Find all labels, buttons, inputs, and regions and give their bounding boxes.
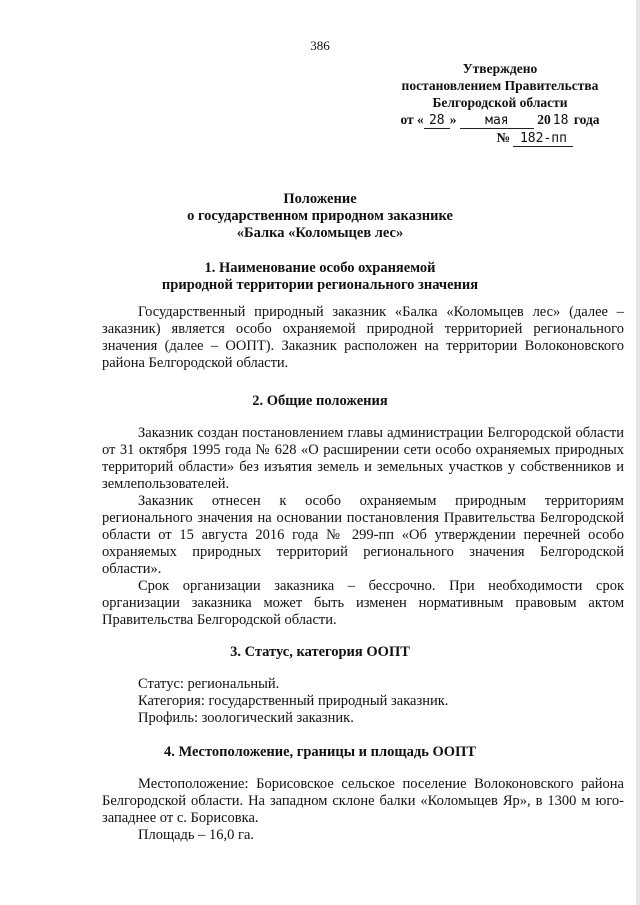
section-2-paragraph-2: Заказник отнесен к особо охраняемым природным территориям регионального значения на основании постановления Правительства Белгородской области от 15 августа 2016 года № 299-пп «Об утверждении перечней особо охраняемых природных территорий регионального значения Белгородской области».: [102, 493, 624, 577]
section-2-paragraph-1: Заказник создан постановлением главы администрации Белгородской области от 31 октября 1995 года № 628 «О расширении сети особо охраняемых природных территорий области» без изъятия земель и земельных участков у собственников и землепользователей.: [102, 425, 624, 492]
section-1-paragraph: Государственный природный заказник «Балка «Коломыцев лес» (далее – заказник) является особо охраняемой природной территорией регионального значения (далее – ООПТ). Заказник расположен на территории Волоконовского района Белгородской области.: [102, 304, 624, 371]
section-1-heading: [0, 260, 640, 294]
approval-year-suffix: 18: [552, 113, 569, 128]
approval-year-prefix: 20: [537, 112, 551, 127]
approval-quote-close: »: [449, 112, 457, 127]
section-3-profile: Профиль: зоологический заказник.: [138, 710, 354, 726]
section-3-heading: 3. Статус, категория ООПТ: [230, 644, 410, 660]
approval-line-resolution: постановлением Правительства: [401, 78, 599, 93]
approval-number-label: №: [496, 130, 511, 145]
approval-line-region: Белгородской области: [432, 95, 568, 110]
page-number: 386: [310, 38, 330, 53]
approval-day: 28: [424, 114, 450, 129]
title-line-1: Положение: [283, 191, 357, 207]
scan-edge: [636, 0, 640, 905]
title-line-2: о государственном природном заказнике: [187, 208, 453, 224]
section-1-heading-line-2: природной территории регионального значения: [161, 277, 479, 293]
section-3-category: Категория: государственный природный заказник.: [138, 693, 449, 709]
section-2-heading: 2. Общие положения: [252, 393, 388, 409]
section-4-area: Площадь – 16,0 га.: [138, 827, 255, 843]
section-2-paragraph-3: Срок организации заказника – бессрочно. При необходимости срок организации заказника может быть изменен нормативным правовым актом Правительства Белгородской области.: [102, 578, 624, 628]
approval-number-line: [380, 129, 620, 147]
section-4-paragraph: Местоположение: Борисовское сельское поселение Волоконовского района Белгородской области. На западном склоне балки «Коломыцев Яр», в 1300 м юго-западнее от с. Борисовка.: [102, 776, 624, 826]
approval-date: [380, 111, 620, 129]
approval-line-approved: Утверждено: [462, 61, 538, 76]
title-line-3: «Балка «Коломыцев лес»: [236, 225, 404, 241]
approval-quote-open: «: [417, 112, 424, 127]
approval-number: 182-пп: [513, 132, 573, 147]
section-1-heading-line-1: 1. Наименование особо охраняемой: [204, 260, 436, 276]
document-title: [0, 191, 640, 242]
section-4-heading: 4. Местоположение, границы и площадь ООПТ: [163, 744, 477, 760]
approval-from-label: от: [400, 112, 414, 127]
approval-year-label: года: [573, 112, 600, 127]
section-3-status: Статус: региональный.: [138, 676, 280, 692]
approval-month: мая: [460, 114, 534, 129]
approval-block: [380, 60, 620, 147]
